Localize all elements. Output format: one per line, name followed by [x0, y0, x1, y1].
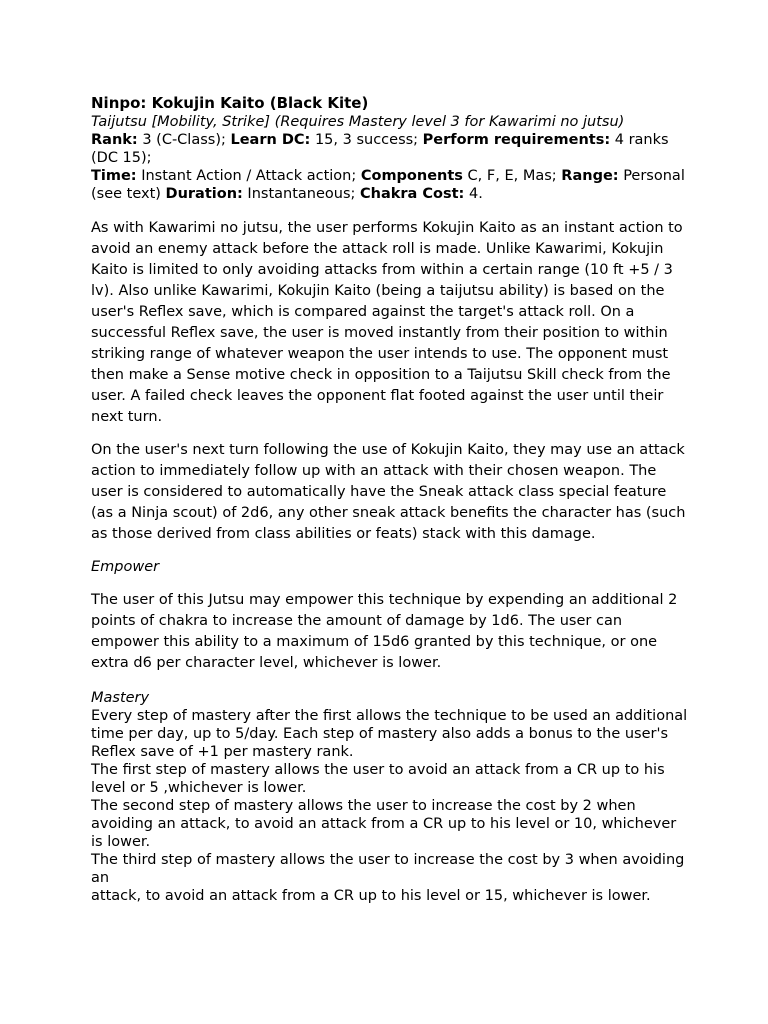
description-paragraph-2: On the user's next turn following the use of Kokujin Kaito, they may use an attack action to immediately follow up with an attack with their chosen weapon. The user is considered to automatically have the Sneak attack class special feature (as a Ninja scout) of 2d6, any other sneak attack benefits the character has (such as those derived from class abilities or feats) stack with this damage.	[91, 442, 686, 542]
mastery-list	[91, 707, 691, 905]
description-paragraph-1: As with Kawarimi no jutsu, the user performs Kokujin Kaito as an instant action to avoid an enemy attack before the attack roll is made. Unlike Kawarimi, Kokujin Kaito is limited to only avoiding attacks from within a certain range (10 ft +5 / 3 lv). Also unlike Kawarimi, Kokujin Kaito (being a taijutsu ability) is based on the user's Reflex save, which is compared against the target's attack roll. On a successful Reflex save, the user is moved instantly from their position to within striking range of whatever weapon the user intends to use. The opponent must then make a Sense motive check in opposition to a Taijutsu Skill check from the user. A failed check leaves the opponent flat footed against the user until their next turn.	[91, 220, 683, 425]
learn-dc-value: 15, 3 success;	[310, 132, 423, 148]
time-value: Instant Action / Attack action;	[136, 168, 361, 184]
time-label: Time:	[91, 168, 137, 184]
mastery-line-3: The second step of mastery allows the user to increase the cost by 2 when avoiding an attack, to avoid an attack from a CR up to his level or 10, whichever is lower.	[91, 798, 677, 850]
components-value: C, F, E, Mas;	[462, 168, 562, 184]
perform-label: Perform requirements:	[422, 132, 611, 148]
document-page	[91, 94, 691, 905]
chakra-cost-value: 4.	[464, 186, 483, 202]
rank-line	[91, 131, 691, 167]
range-label: Range:	[561, 168, 619, 184]
technique-title: Ninpo: Kokujin Kaito (Black Kite)	[91, 94, 369, 112]
rank-label: Rank:	[91, 132, 138, 148]
components-label: Components	[360, 168, 463, 184]
perform-value: 4 ranks (DC 15);	[91, 132, 669, 166]
technique-subtitle: Taijutsu [Mobility, Strike] (Requires Mastery level 3 for Kawarimi no jutsu)	[91, 114, 625, 130]
duration-label: Duration:	[165, 186, 243, 202]
duration-value: Instantaneous;	[242, 186, 361, 202]
empower-paragraph: The user of this Jutsu may empower this technique by expending an additional 2 points of chakra to increase the amount of damage by 1d6. The user can empower this ability to a maximum of 15d6 granted by this technique, or one extra d6 per character level, whichever is lower.	[91, 592, 678, 671]
chakra-cost-label: Chakra Cost:	[360, 186, 465, 202]
range-value: Personal (see text)	[91, 168, 685, 202]
learn-dc-label: Learn DC:	[230, 132, 311, 148]
empower-heading: Empower	[91, 559, 160, 575]
mastery-line-2: The first step of mastery allows the user to avoid an attack from a CR up to his level or 5 ,whichever is lower.	[91, 762, 665, 796]
mastery-line-5: attack, to avoid an attack from a CR up to his level or 15, whichever is lower.	[91, 888, 651, 904]
rank-value: 3 (C-Class);	[137, 132, 231, 148]
mastery-line-1: Every step of mastery after the first allows the technique to be used an additional time per day, up to 5/day. Each step of mastery also adds a bonus to the user's Reflex save of +1 per mastery rank.	[91, 708, 688, 760]
mastery-heading: Mastery	[91, 690, 150, 706]
technique-header	[91, 113, 691, 203]
mastery-line-4: The third step of mastery allows the user to increase the cost by 3 when avoiding an	[91, 852, 685, 886]
time-line	[91, 167, 691, 203]
